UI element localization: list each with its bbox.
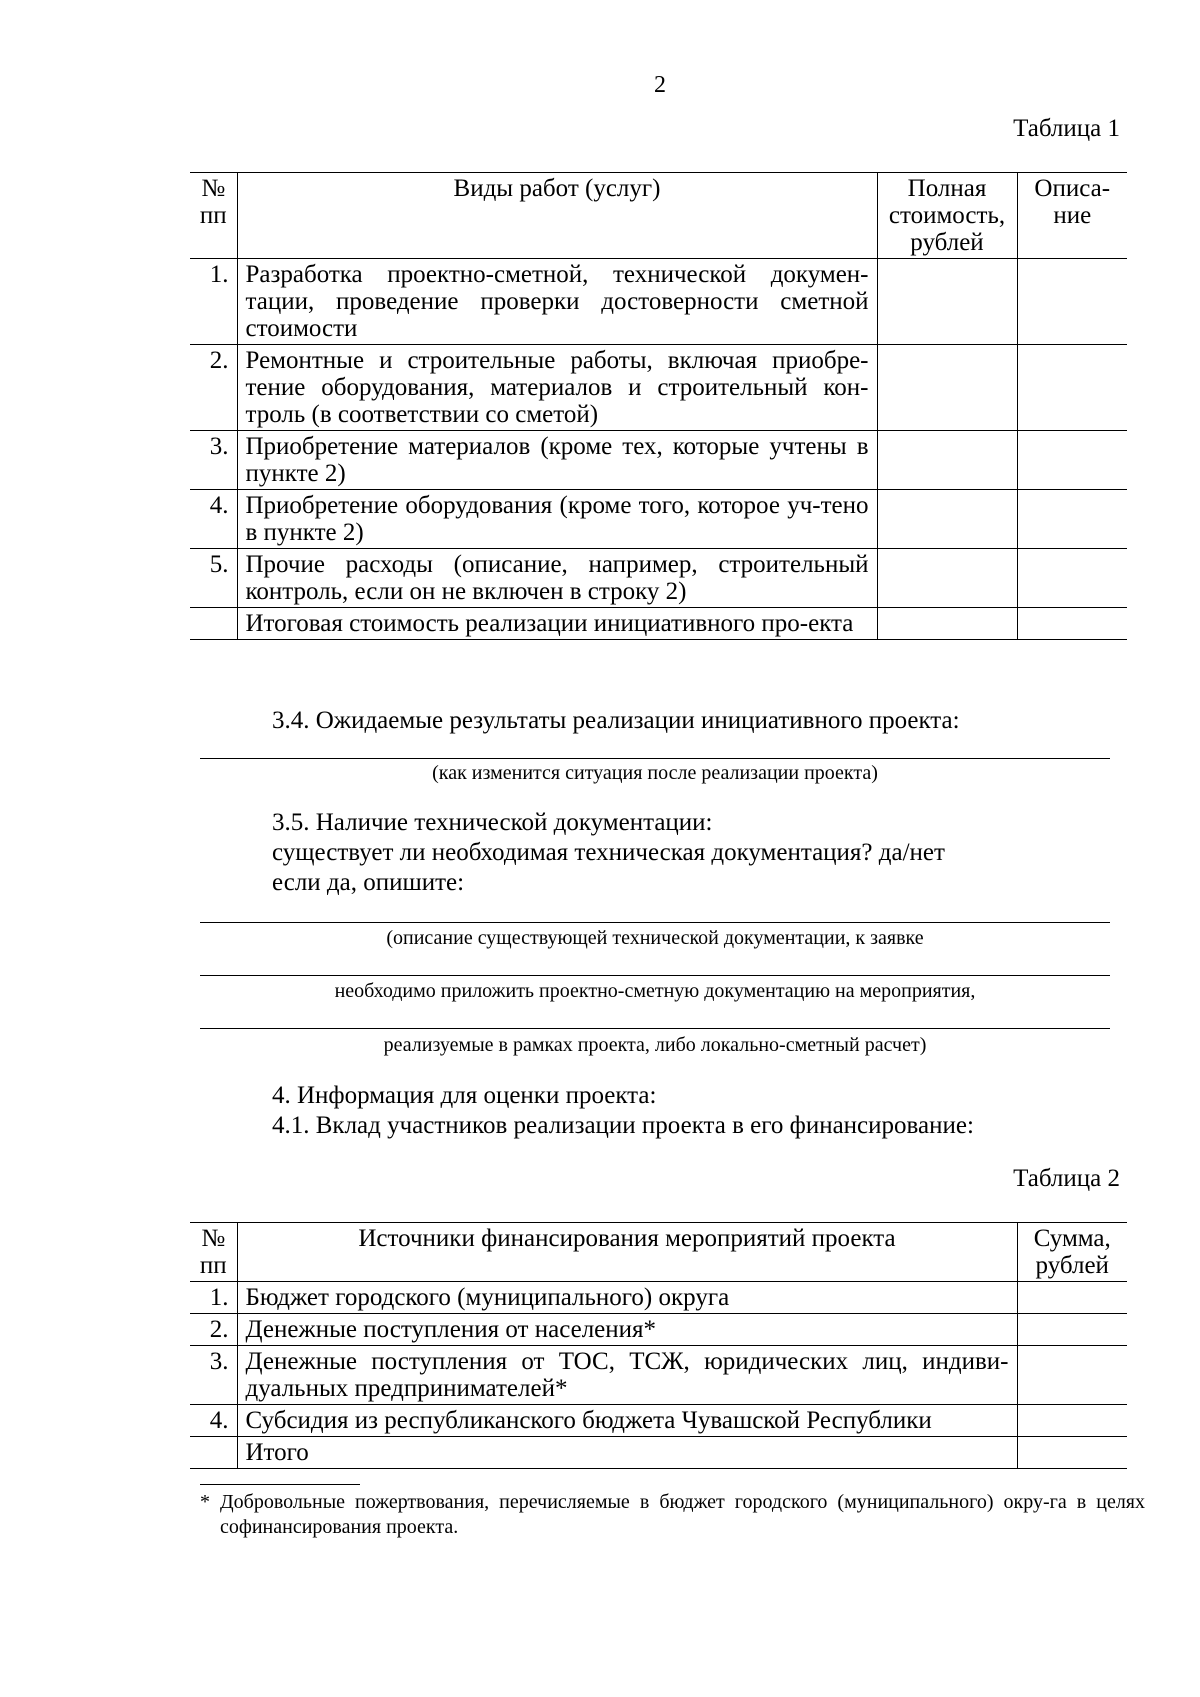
row-number <box>190 608 237 640</box>
section-3-5-question: существует ли необходимая техническая документация? да/нет <box>272 839 945 866</box>
row-total-sum <box>1017 1437 1127 1469</box>
table-row <box>190 345 1127 431</box>
row-desc <box>1017 259 1127 345</box>
table1-total-row <box>190 608 1127 640</box>
row-source: Субсидия из республиканского бюджета Чувашской Республики <box>237 1405 1017 1437</box>
row-cost <box>877 259 1017 345</box>
table1-header-num: № пп <box>190 173 237 259</box>
table2-header-num: № пп <box>190 1223 237 1282</box>
section-4-1-title: 4.1. Вклад участников реализации проекта в его финансирование: <box>272 1112 974 1139</box>
section-3-5-note-2: необходимо приложить проектно-сметную документацию на мероприятия, <box>334 980 976 1002</box>
row-number: 4. <box>190 490 237 549</box>
row-number: 2. <box>190 1314 237 1346</box>
table-row <box>190 549 1127 608</box>
table1-caption: Таблица 1 <box>1013 115 1120 142</box>
row-work-type: Прочие расходы (описание, например, строительный контроль, если он не включен в строку 2) <box>237 549 877 608</box>
table1-header-cost: Полная стоимость, рублей <box>877 173 1017 259</box>
table-row <box>190 1346 1127 1405</box>
fill-line-results <box>200 758 1110 759</box>
table2-header-row <box>190 1223 1127 1282</box>
row-number: 5. <box>190 549 237 608</box>
table2-caption: Таблица 2 <box>1013 1165 1120 1192</box>
fill-line-docs-1 <box>200 922 1110 923</box>
row-sum <box>1017 1314 1127 1346</box>
row-cost <box>877 490 1017 549</box>
section-3-5-note-3: реализуемые в рамках проекта, либо локально-сметный расчет) <box>383 1034 927 1056</box>
row-source: Денежные поступления от ТОС, ТСЖ, юридических лиц, индиви-дуальных предпринимателей* <box>237 1346 1017 1405</box>
row-number: 3. <box>190 1346 237 1405</box>
row-source: Бюджет городского (муниципального) округа <box>237 1282 1017 1314</box>
footnote: * Добровольные пожертвования, перечисляемые в бюджет городского (муниципального) окру-га в целях софинансирования проекта. <box>200 1491 1145 1538</box>
row-desc <box>1017 345 1127 431</box>
row-work-type: Ремонтные и строительные работы, включая приобре-тение оборудования, материалов и строительный кон-троль (в соответствии со сметой) <box>237 345 877 431</box>
section-3-5-describe: если да, опишите: <box>272 869 465 896</box>
row-number: 4. <box>190 1405 237 1437</box>
table2-header-sources: Источники финансирования мероприятий проекта <box>237 1223 1017 1282</box>
table1-header-row <box>190 173 1127 259</box>
section-3-5-note-1: (описание существующей технической документации, к заявке <box>386 927 924 949</box>
table-row <box>190 1314 1127 1346</box>
row-work-type: Приобретение оборудования (кроме того, которое уч-тено в пункте 2) <box>237 490 877 549</box>
row-cost <box>877 608 1017 640</box>
page-number: 2 <box>654 72 666 98</box>
table-row <box>190 259 1127 345</box>
table2-total-row <box>190 1437 1127 1469</box>
section-3-4-title: 3.4. Ожидаемые результаты реализации инициативного проекта: <box>272 707 960 734</box>
table2-financing-sources <box>190 1222 1127 1469</box>
table2-header-sum: Сумма, рублей <box>1017 1223 1127 1282</box>
row-desc <box>1017 431 1127 490</box>
section-4-title: 4. Информация для оценки проекта: <box>272 1082 657 1109</box>
row-total-label: Итого <box>237 1437 1017 1469</box>
row-work-type: Разработка проектно-сметной, технической докумен-тации, проведение проверки достоверности сметной стоимости <box>237 259 877 345</box>
section-3-5-title: 3.5. Наличие технической документации: <box>272 809 713 836</box>
table-row <box>190 1282 1127 1314</box>
row-cost <box>877 345 1017 431</box>
footnote-rule <box>200 1484 360 1485</box>
row-source: Денежные поступления от населения* <box>237 1314 1017 1346</box>
row-number: 1. <box>190 1282 237 1314</box>
table-row <box>190 490 1127 549</box>
row-cost <box>877 431 1017 490</box>
row-sum <box>1017 1405 1127 1437</box>
row-number: 3. <box>190 431 237 490</box>
row-sum <box>1017 1346 1127 1405</box>
table1-header-desc: Описа-ние <box>1017 173 1127 259</box>
row-number <box>190 1437 237 1469</box>
row-work-type: Приобретение материалов (кроме тех, которые учтены в пункте 2) <box>237 431 877 490</box>
row-desc <box>1017 608 1127 640</box>
row-desc <box>1017 549 1127 608</box>
row-number: 2. <box>190 345 237 431</box>
row-number: 1. <box>190 259 237 345</box>
row-desc <box>1017 490 1127 549</box>
table1-header-works: Виды работ (услуг) <box>237 173 877 259</box>
table1-work-types <box>190 172 1127 640</box>
section-3-4-note: (как изменится ситуация после реализации проекта) <box>432 762 878 784</box>
table-row <box>190 431 1127 490</box>
fill-line-docs-3 <box>200 1028 1110 1029</box>
fill-line-docs-2 <box>200 975 1110 976</box>
row-work-type: Итоговая стоимость реализации инициативного про-екта <box>237 608 877 640</box>
row-sum <box>1017 1282 1127 1314</box>
row-cost <box>877 549 1017 608</box>
table-row <box>190 1405 1127 1437</box>
